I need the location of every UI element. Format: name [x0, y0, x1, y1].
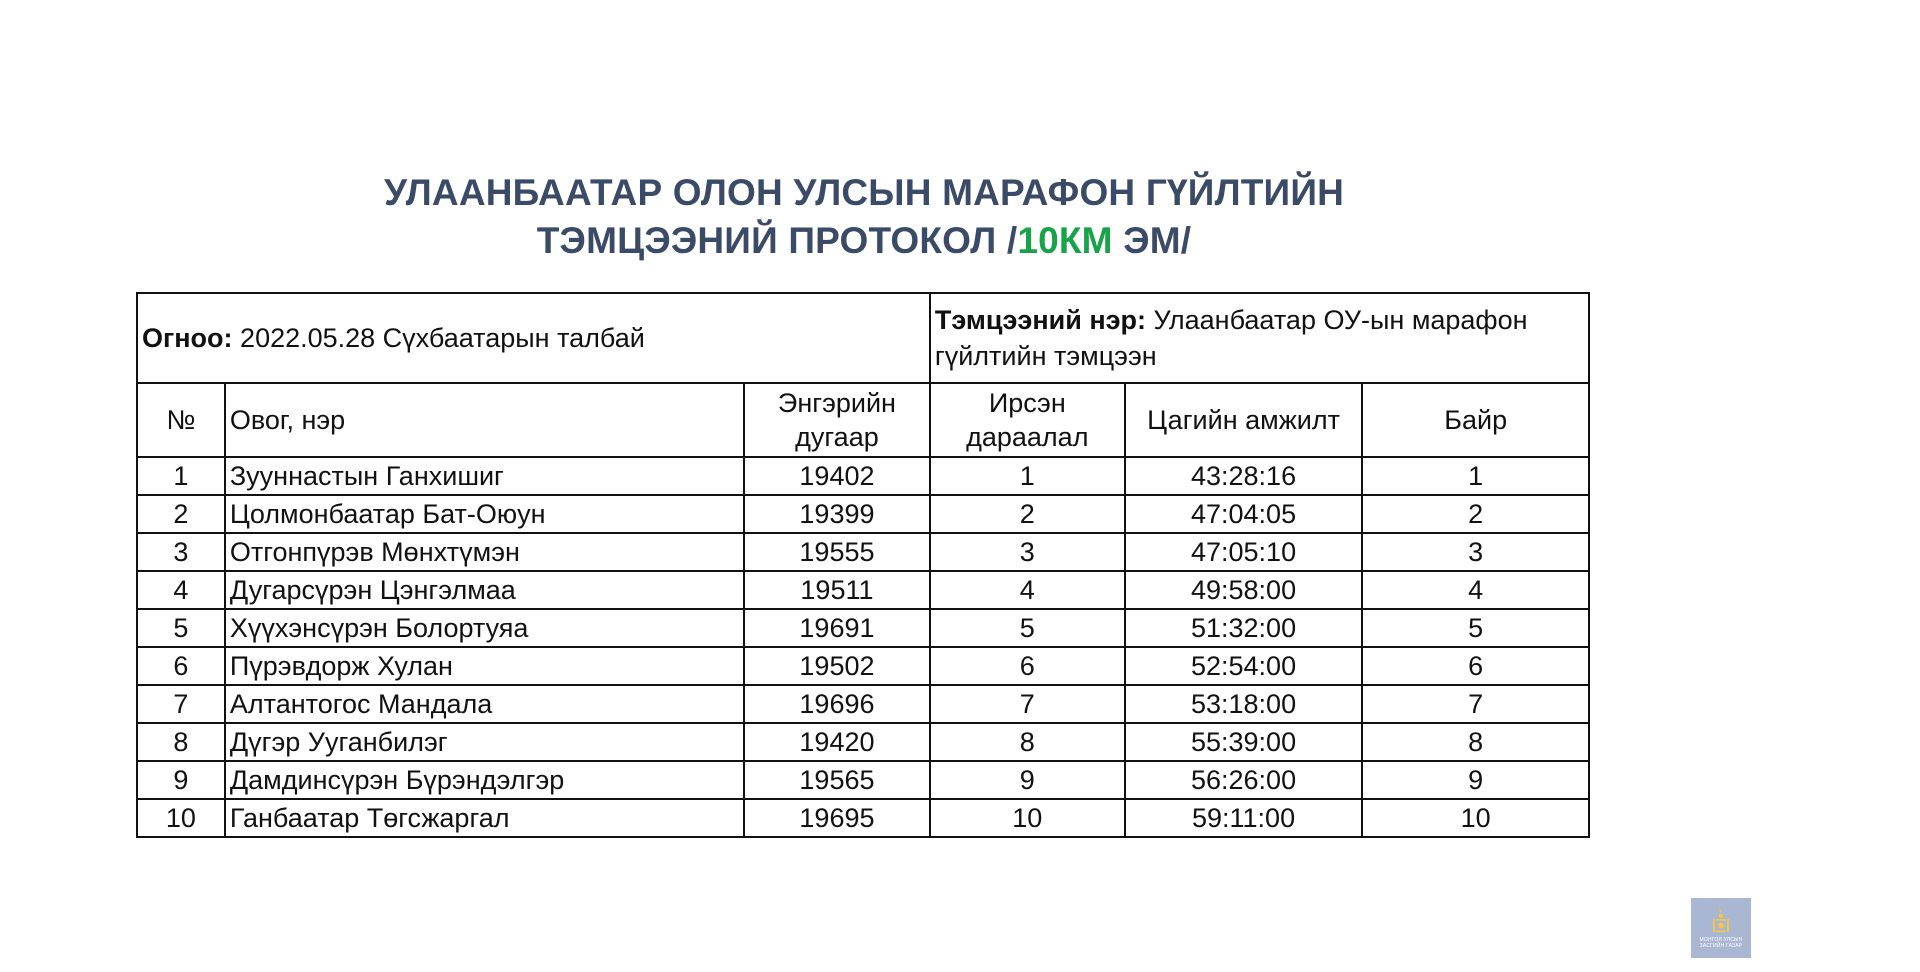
table-row [137, 533, 1589, 571]
cell-time: 56:26:00 [1125, 761, 1363, 799]
event-label: Тэмцээний нэр: [934, 305, 1147, 335]
event-value: Улаанбаатар ОУ-ын марафон гүйлтийн тэмцээн [934, 305, 1528, 371]
cell-place: 5 [1362, 609, 1589, 647]
col-header-order [930, 383, 1125, 457]
cell-bib: 19502 [744, 647, 930, 685]
col-header-no: № [137, 383, 225, 457]
cell-place: 4 [1362, 571, 1589, 609]
header-row [137, 383, 1589, 457]
col-header-time: Цагийн амжилт [1125, 383, 1363, 457]
cell-time: 52:54:00 [1125, 647, 1363, 685]
cell-no: 5 [137, 609, 225, 647]
cell-time: 47:04:05 [1125, 495, 1363, 533]
cell-order: 9 [930, 761, 1125, 799]
table-row [137, 457, 1589, 495]
col-header-bib [744, 383, 930, 457]
table-row [137, 685, 1589, 723]
cell-place: 7 [1362, 685, 1589, 723]
title-distance: 10КМ [1017, 220, 1113, 261]
table-row [137, 609, 1589, 647]
page-title-line-2 [0, 220, 1728, 262]
cell-no: 1 [137, 457, 225, 495]
cell-time: 51:32:00 [1125, 609, 1363, 647]
col-header-bib-line2: дугаар [795, 422, 879, 452]
col-header-order-line1: Ирсэн [988, 388, 1066, 418]
cell-place: 10 [1362, 799, 1589, 837]
cell-place: 2 [1362, 495, 1589, 533]
cell-time: 49:58:00 [1125, 571, 1363, 609]
cell-name: Пүрэвдорж Хулан [225, 647, 744, 685]
cell-place: 8 [1362, 723, 1589, 761]
date-value: 2022.05.28 Сүхбаатарын талбай [232, 323, 645, 353]
cell-no: 4 [137, 571, 225, 609]
cell-bib: 19565 [744, 761, 930, 799]
logo-caption-line-2: ЗАСГИЙН ГАЗАР [1699, 943, 1743, 949]
date-label: Огноо: [142, 323, 233, 353]
page-title-line-1: УЛААНБААТАР ОЛОН УЛСЫН МАРАФОН ГҮЙЛТИЙН [383, 172, 1345, 213]
table-row [137, 761, 1589, 799]
cell-time: 43:28:16 [1125, 457, 1363, 495]
table-row [137, 799, 1589, 837]
cell-order: 4 [930, 571, 1125, 609]
cell-place: 1 [1362, 457, 1589, 495]
cell-name: Цолмонбаатар Бат-Оюун [225, 495, 744, 533]
cell-no: 8 [137, 723, 225, 761]
col-header-place: Байр [1362, 383, 1589, 457]
results-table [136, 292, 1590, 838]
cell-bib: 19399 [744, 495, 930, 533]
cell-no: 7 [137, 685, 225, 723]
title-suffix: ЭМ/ [1112, 220, 1192, 261]
cell-order: 8 [930, 723, 1125, 761]
cell-bib: 19691 [744, 609, 930, 647]
government-logo [1691, 898, 1751, 958]
cell-name: Хүүхэнсүрэн Болортуяа [225, 609, 744, 647]
cell-no: 2 [137, 495, 225, 533]
title-prefix: ТЭМЦЭЭНИЙ ПРОТОКОЛ / [536, 220, 1018, 261]
logo-caption-line-1: МОНГОЛ УЛСЫН [1699, 937, 1743, 943]
cell-bib: 19402 [744, 457, 930, 495]
cell-bib: 19555 [744, 533, 930, 571]
col-header-order-line2: дараалал [966, 422, 1089, 452]
cell-bib: 19695 [744, 799, 930, 837]
cell-order: 3 [930, 533, 1125, 571]
cell-place: 3 [1362, 533, 1589, 571]
cell-name: Дугарсүрэн Цэнгэлмаа [225, 571, 744, 609]
cell-bib: 19511 [744, 571, 930, 609]
cell-order: 1 [930, 457, 1125, 495]
cell-bib: 19420 [744, 723, 930, 761]
cell-no: 6 [137, 647, 225, 685]
table-row [137, 647, 1589, 685]
cell-place: 9 [1362, 761, 1589, 799]
cell-place: 6 [1362, 647, 1589, 685]
cell-name: Ганбаатар Төгсжаргал [225, 799, 744, 837]
cell-no: 10 [137, 799, 225, 837]
cell-order: 2 [930, 495, 1125, 533]
cell-name: Дүгэр Ууганбилэг [225, 723, 744, 761]
cell-time: 59:11:00 [1125, 799, 1363, 837]
cell-time: 55:39:00 [1125, 723, 1363, 761]
cell-name: Отгонпүрэв Мөнхтүмэн [225, 533, 744, 571]
cell-bib: 19696 [744, 685, 930, 723]
date-cell [137, 293, 930, 383]
table-row [137, 723, 1589, 761]
cell-no: 9 [137, 761, 225, 799]
cell-time: 47:05:10 [1125, 533, 1363, 571]
col-header-name: Овог, нэр [225, 383, 744, 457]
soyombo-emblem-icon [1710, 905, 1732, 935]
cell-time: 53:18:00 [1125, 685, 1363, 723]
cell-name: Алтантогос Мандала [225, 685, 744, 723]
col-header-bib-line1: Энгэрийн [777, 388, 896, 418]
table-row [137, 495, 1589, 533]
event-cell [930, 293, 1589, 383]
cell-name: Дамдинсүрэн Бүрэндэлгэр [225, 761, 744, 799]
table-row [137, 571, 1589, 609]
cell-order: 6 [930, 647, 1125, 685]
info-row [137, 293, 1589, 383]
cell-no: 3 [137, 533, 225, 571]
cell-name: Зууннастын Ганхишиг [225, 457, 744, 495]
cell-order: 10 [930, 799, 1125, 837]
cell-order: 7 [930, 685, 1125, 723]
cell-order: 5 [930, 609, 1125, 647]
